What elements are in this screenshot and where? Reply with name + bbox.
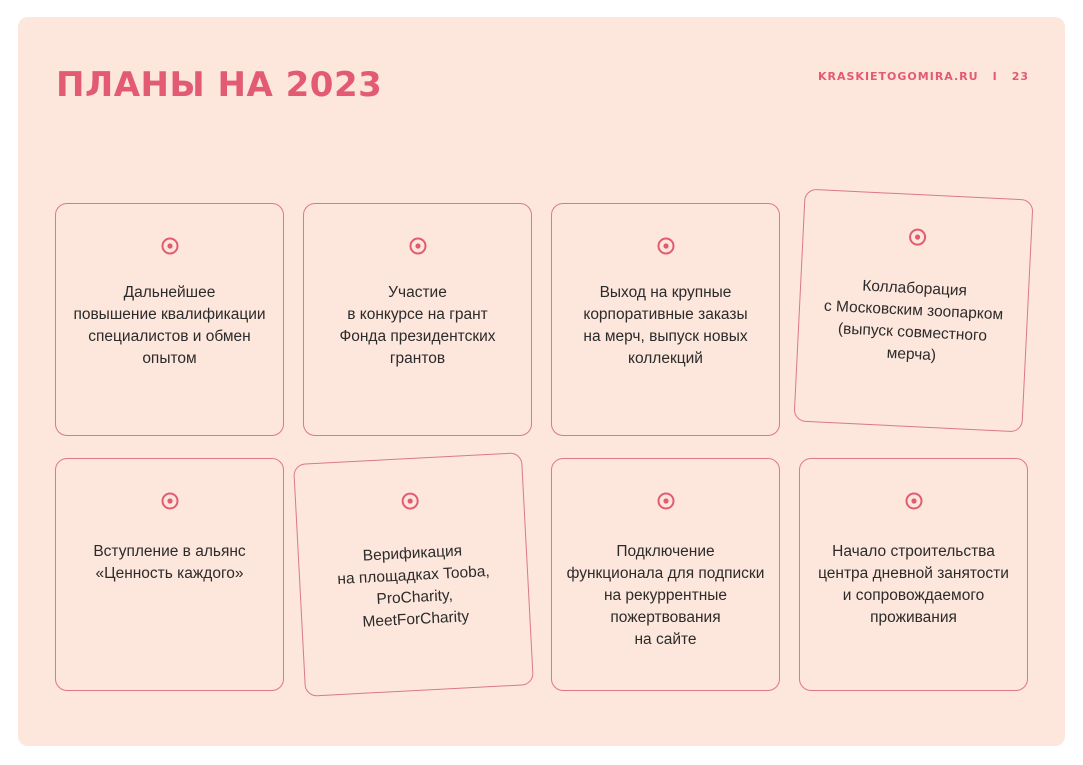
plan-card-text: Вступление в альянс «Ценность каждого»	[93, 543, 246, 582]
plan-card-8	[799, 458, 1028, 691]
plan-card-2	[303, 203, 532, 436]
page-background	[18, 17, 1065, 746]
header-meta	[818, 70, 1029, 83]
plan-card-7	[551, 458, 780, 691]
plan-card-text: Подключение функционала для подписки на рекуррентные пожертвования на сайте	[566, 543, 765, 648]
target-icon	[161, 492, 179, 510]
target-icon	[657, 492, 675, 510]
page-title: ПЛАНЫ НА 2023	[56, 65, 383, 105]
target-icon	[908, 228, 927, 247]
plan-card-text: Участие в конкурсе на грант Фонда президентских грантов	[339, 284, 496, 367]
plan-card-text: Верификация на площадках Tooba, ProCharity, MeetForCharity	[336, 542, 491, 631]
target-icon	[161, 237, 179, 255]
target-icon	[409, 237, 427, 255]
plan-card-text: Начало строительства центра дневной занятости и сопровождаемого проживания	[818, 543, 1009, 626]
target-icon	[657, 237, 675, 255]
plan-card-text: Выход на крупные корпоративные заказы на мерч, выпуск новых коллекций	[583, 284, 748, 367]
site-link[interactable]: KRASKIETOGOMIRA.RU	[817, 70, 979, 83]
plan-card-text: Дальнейшее повышение квалификации специалистов и обмен опытом	[73, 284, 266, 367]
plan-card-5	[55, 458, 284, 691]
header-separator: I	[992, 70, 998, 83]
plan-card-3	[551, 203, 780, 436]
plan-card-4	[793, 189, 1033, 433]
target-icon	[400, 492, 419, 511]
plan-card-6	[293, 452, 534, 697]
target-icon	[905, 492, 923, 510]
plan-card-1	[55, 203, 284, 436]
page-number: 23	[1011, 70, 1029, 83]
plan-card-text: Коллаборация с Московским зоопарком (выпуск совместного мерча)	[823, 277, 1004, 365]
